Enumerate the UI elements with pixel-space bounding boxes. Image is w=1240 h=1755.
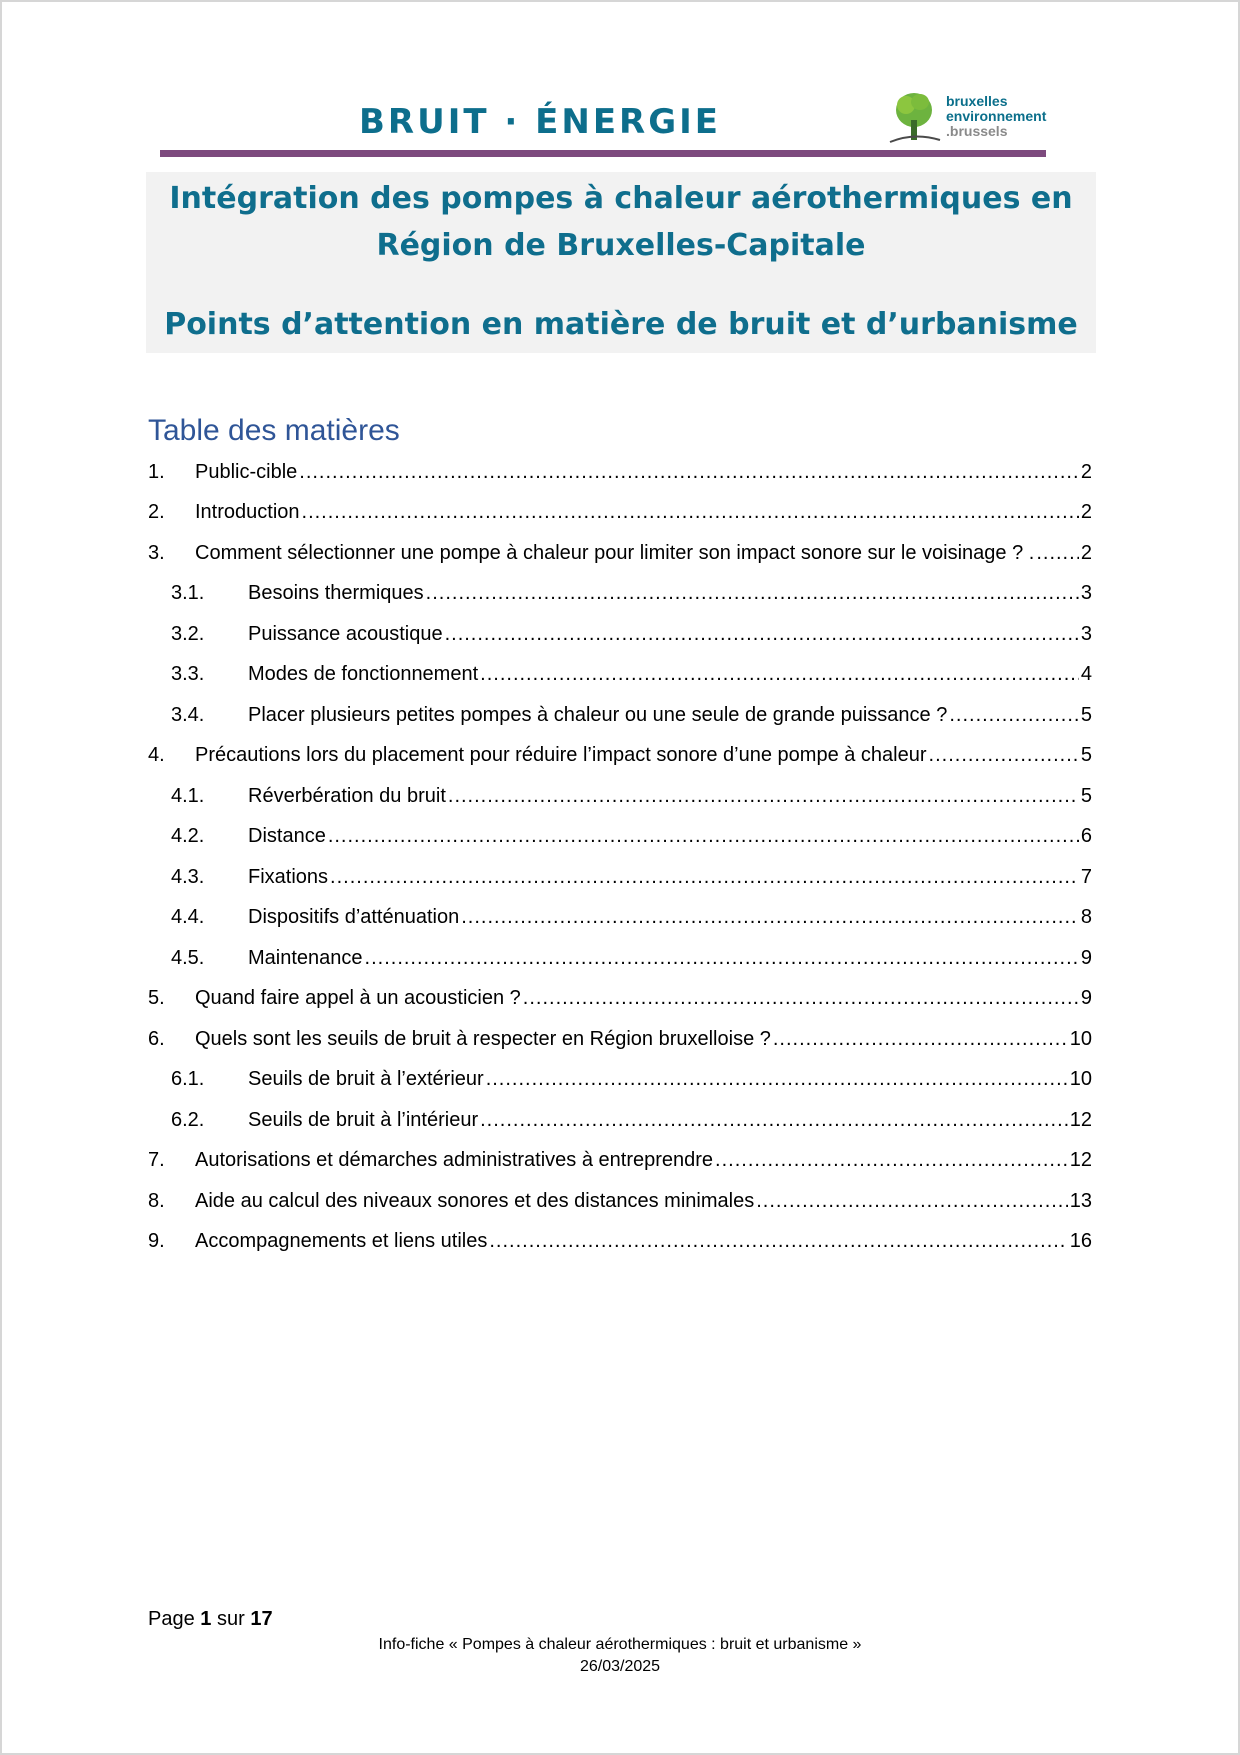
toc-entry[interactable] xyxy=(148,533,1092,574)
toc-page: 5 xyxy=(1080,784,1092,807)
toc-entry[interactable] xyxy=(148,938,1092,979)
toc-entry[interactable] xyxy=(148,452,1092,493)
toc-number: 4.1. xyxy=(171,784,205,807)
page-prefix: Page xyxy=(148,1608,195,1630)
toc-entry[interactable] xyxy=(148,574,1092,615)
toc-page: 2 xyxy=(1080,541,1092,564)
logo-line-2: environnement xyxy=(946,108,1047,124)
toc-page: 13 xyxy=(1069,1189,1092,1212)
toc-number: 9. xyxy=(148,1230,165,1253)
logo-line-3: .brussels xyxy=(946,123,1008,139)
toc-heading: Table des matières xyxy=(148,414,400,447)
toc-number: 3.4. xyxy=(171,703,205,726)
toc-label: Précautions lors du placement pour réduire l’impact sonore d’une pompe à chaleur xyxy=(195,744,927,767)
header-divider xyxy=(160,150,1046,157)
toc-entry[interactable] xyxy=(148,898,1092,939)
toc-label: Puissance acoustique xyxy=(248,622,443,645)
footer-date: 26/03/2025 xyxy=(579,1658,661,1675)
page-separator: sur xyxy=(216,1608,245,1630)
toc-number: 8. xyxy=(148,1189,165,1212)
toc-entry[interactable] xyxy=(148,979,1092,1020)
toc-number: 4.3. xyxy=(171,865,205,888)
document-subtitle: Points d’attention en matière de bruit et d’urbanisme xyxy=(164,307,1078,342)
toc-page: 6 xyxy=(1080,825,1092,848)
toc-page: 10 xyxy=(1069,1068,1092,1091)
toc-label: Dispositifs d’atténuation xyxy=(248,906,460,929)
toc-label: Quand faire appel à un acousticien ? xyxy=(195,987,521,1010)
toc-number: 1. xyxy=(148,460,165,483)
toc-label: Public-cible xyxy=(195,460,298,483)
toc-entry[interactable] xyxy=(148,1100,1092,1141)
page-current: 1 xyxy=(200,1608,212,1630)
toc-number: 4.2. xyxy=(171,825,205,848)
toc-label: Quels sont les seuils de bruit à respecter en Région bruxelloise ? xyxy=(195,1027,771,1050)
toc-number: 3.2. xyxy=(171,622,205,645)
tree-icon xyxy=(886,90,942,144)
toc-label: Seuils de bruit à l’intérieur xyxy=(248,1108,479,1131)
toc-label: Introduction xyxy=(195,501,300,524)
toc-label: Accompagnements et liens utiles xyxy=(195,1230,488,1253)
toc-number: 2. xyxy=(148,501,165,524)
toc-entry[interactable] xyxy=(148,817,1092,858)
toc-page: 10 xyxy=(1069,1027,1092,1050)
toc-label: Placer plusieurs petites pompes à chaleur ou une seule de grande puissance ? xyxy=(248,703,948,726)
toc-entry[interactable] xyxy=(148,1222,1092,1263)
logo-text xyxy=(946,94,1046,139)
toc-entry[interactable] xyxy=(148,695,1092,736)
toc-number: 6. xyxy=(148,1027,165,1050)
toc-page: 7 xyxy=(1080,865,1092,888)
toc-page: 4 xyxy=(1080,663,1092,686)
toc-page: 16 xyxy=(1069,1230,1092,1253)
toc-label: Modes de fonctionnement xyxy=(248,663,479,686)
toc-label: Distance xyxy=(248,825,326,848)
footer-info: Info-fiche « Pompes à chaleur aérothermiques : bruit et urbanisme » xyxy=(378,1636,862,1653)
toc-entry[interactable] xyxy=(148,857,1092,898)
toc-number: 3. xyxy=(148,541,165,564)
toc-number: 6.2. xyxy=(171,1108,205,1131)
toc-label: Aide au calcul des niveaux sonores et des distances minimales xyxy=(195,1189,755,1212)
toc-page: 9 xyxy=(1080,946,1092,969)
toc-label: Comment sélectionner une pompe à chaleur pour limiter son impact sonore sur le voisinage ? . xyxy=(195,541,1035,564)
toc-page: 8 xyxy=(1080,906,1092,929)
toc-label: Besoins thermiques xyxy=(248,582,424,605)
toc-entry[interactable] xyxy=(148,614,1092,655)
toc-page: 5 xyxy=(1080,703,1092,726)
bruxelles-environnement-logo xyxy=(886,88,1046,148)
toc-number: 7. xyxy=(148,1149,165,1172)
toc-label: Autorisations et démarches administratives à entreprendre xyxy=(195,1149,714,1172)
toc-page: 9 xyxy=(1080,987,1092,1010)
toc-number: 5. xyxy=(148,987,165,1010)
logo-line-1: bruxelles xyxy=(946,93,1008,109)
toc-entry[interactable] xyxy=(148,1141,1092,1182)
toc-entry[interactable] xyxy=(148,1181,1092,1222)
title-box xyxy=(146,172,1096,353)
toc-entry[interactable] xyxy=(148,493,1092,534)
table-of-contents xyxy=(148,452,1092,1262)
toc-number: 3.1. xyxy=(171,582,205,605)
toc-label: Maintenance xyxy=(248,946,363,969)
toc-entry[interactable] xyxy=(148,1060,1092,1101)
toc-number: 4. xyxy=(148,744,165,767)
toc-entry[interactable] xyxy=(148,776,1092,817)
toc-label: Seuils de bruit à l’extérieur xyxy=(248,1068,484,1091)
toc-page: 5 xyxy=(1080,744,1092,767)
toc-entry[interactable] xyxy=(148,1019,1092,1060)
page-total: 17 xyxy=(250,1608,273,1630)
toc-number: 4.5. xyxy=(171,946,205,969)
document-title: Intégration des pompes à chaleur aérothermiques en Région de Bruxelles-Capitale xyxy=(169,181,1073,263)
toc-entry[interactable] xyxy=(148,736,1092,777)
toc-page: 2 xyxy=(1080,460,1092,483)
page-number xyxy=(148,1608,273,1631)
brand-title: BRUIT · ÉNERGIE xyxy=(359,102,722,142)
toc-page: 12 xyxy=(1069,1149,1092,1172)
toc-page: 12 xyxy=(1069,1108,1092,1131)
toc-number: 6.1. xyxy=(171,1068,205,1091)
toc-label: Fixations xyxy=(248,865,329,888)
toc-page: 2 xyxy=(1080,501,1092,524)
toc-label: Réverbération du bruit xyxy=(248,784,446,807)
toc-number: 3.3. xyxy=(171,663,205,686)
toc-page: 3 xyxy=(1080,622,1092,645)
toc-page: 3 xyxy=(1080,582,1092,605)
toc-entry[interactable] xyxy=(148,655,1092,696)
toc-number: 4.4. xyxy=(171,906,205,929)
